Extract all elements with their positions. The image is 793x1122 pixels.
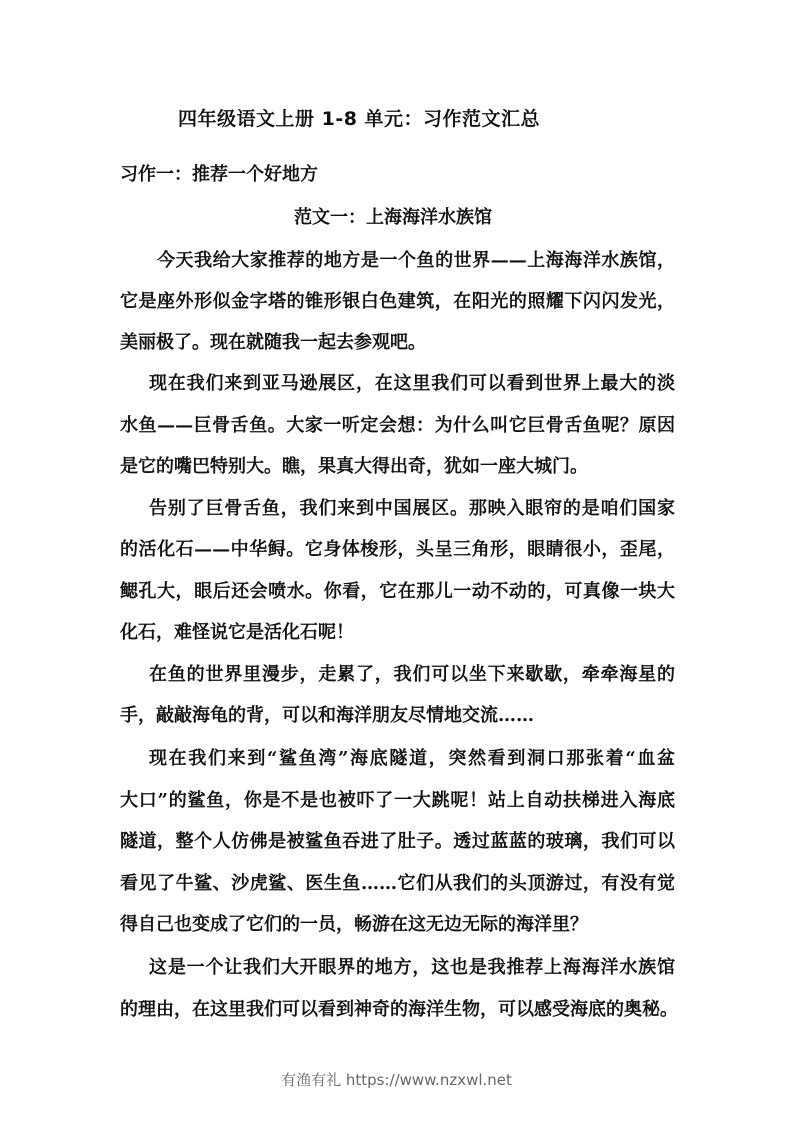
paragraph-4-line-1: 在鱼的世界里漫步，走累了，我们可以坐下来歇歇，牵牵海星的 xyxy=(149,664,675,685)
paragraph-3-line-1: 告别了巨骨舌鱼，我们来到中国展区。那映入眼帘的是咱们国家 xyxy=(149,498,675,519)
paragraph-3-line-3: 鳃孔大，眼后还会喷水。你看，它在那儿一动不动的，可真像一块大 xyxy=(120,581,675,602)
paragraph-2-line-1: 现在我们来到亚马逊展区，在这里我们可以看到世界上最大的淡 xyxy=(149,373,675,394)
paragraph-1-line-3: 美丽极了。现在就随我一起去参观吧。 xyxy=(120,332,426,353)
essay-title: 范文一：上海海洋水族馆 xyxy=(294,207,492,228)
paragraph-1-line-1: 今天我给大家推荐的地方是一个鱼的世界——上海海洋水族馆， xyxy=(157,250,675,271)
paragraph-5-line-1: 现在我们来到“鲨鱼湾”海底隧道，突然看到洞口那张着“血盆 xyxy=(149,748,675,769)
paragraph-2-line-3: 是它的嘴巴特别大。瞧，果真大得出奇，犹如一座大城门。 xyxy=(120,456,588,477)
paragraph-1-line-2: 它是座外形似金字塔的锥形银白色建筑，在阳光的照耀下闪闪发光， xyxy=(120,291,675,312)
paragraph-5-line-3: 隧道，整个人仿佛是被鲨鱼吞进了肚子。透过蓝蓝的玻璃，我们可以 xyxy=(120,831,675,852)
paragraph-5-line-5: 得自己也变成了它们的一员，畅游在这无边无际的海洋里？ xyxy=(120,914,588,935)
document-title: 四年级语文上册 1-8 单元：习作范文汇总 xyxy=(178,108,541,130)
paragraph-3-line-2: 的活化石——中华鲟。它身体梭形，头呈三角形，眼睛很小，歪尾， xyxy=(120,539,675,560)
paragraph-6-line-2: 的理由，在这里我们可以看到神奇的海洋生物，可以感受海底的奥秘。 xyxy=(120,999,678,1020)
paragraph-3-line-4: 化石，难怪说它是活化石呢！ xyxy=(120,622,354,643)
paragraph-2-line-2: 水鱼——巨骨舌鱼。大家一听定会想：为什么叫它巨骨舌鱼呢？原因 xyxy=(120,415,675,436)
footer-watermark: 有渔有礼 https://www.nzxwl.net xyxy=(281,1071,512,1089)
section-heading: 习作一：推荐一个好地方 xyxy=(120,164,318,185)
paragraph-6-line-1: 这是一个让我们大开眼界的地方，这也是我推荐上海海洋水族馆 xyxy=(149,957,675,978)
paragraph-5-line-2: 大口”的鲨鱼，你是不是也被吓了一大跳呢！站上自动扶梯进入海底 xyxy=(120,790,675,811)
paragraph-4-line-2: 手，敲敲海龟的背，可以和海洋朋友尽情地交流…… xyxy=(120,705,534,726)
paragraph-5-line-4: 看见了牛鲨、沙虎鲨、医生鱼……它们从我们的头顶游过，有没有觉 xyxy=(120,873,675,894)
